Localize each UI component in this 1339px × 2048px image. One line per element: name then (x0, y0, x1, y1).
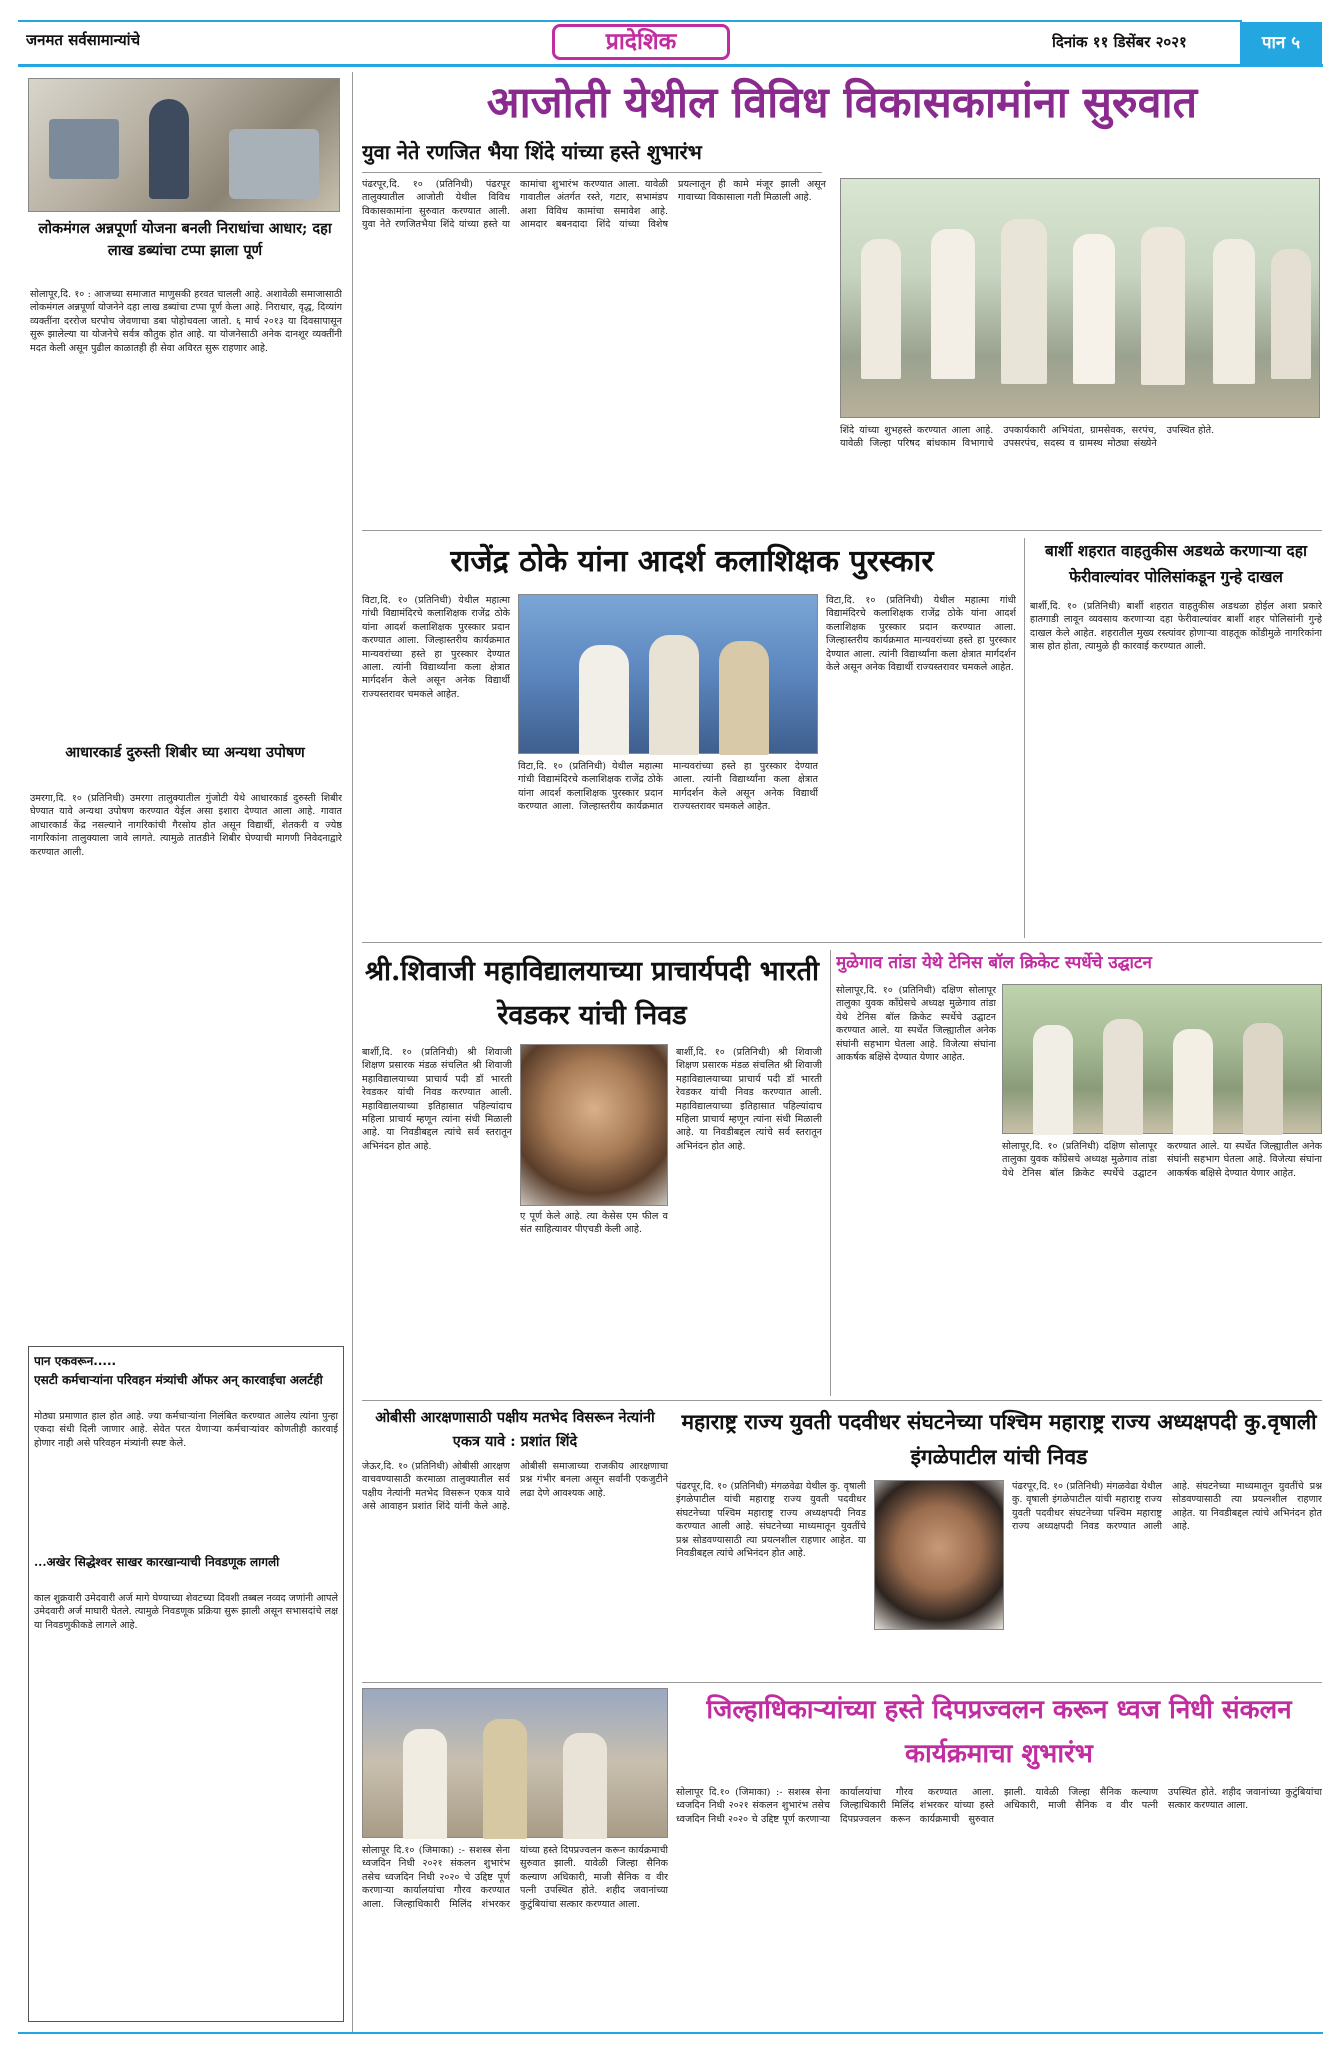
vrushali-body: पंढरपूर,दि. १० (प्रतिनिधी) मंगळवेढा येथील कु. वृषाली इंगळेपाटील यांची महाराष्ट्र राज्य युवती पदवीधर संघटनेच्या पश्चिम महाराष्ट्र राज्य अध्यक्षपदी निवड करण्यात आली आहे. संघटनेच्या माध्यमातून युवतींचे प्रश्न सोडवण्यासाठी त्या प्रयत्नशील राहणार आहेत. या निवडीबद्दल त्यांचे अभिनंदन होत आहे. (676, 1481, 866, 1560)
aadhar-headline: आधारकार्ड दुरुस्ती शिबीर घ्या अन्यथा उपोषण (65, 744, 305, 761)
annapurna-body: सोलापूर,दि. १० : आजच्या समाजात माणुसकी हरवत चालली आहे. अशावेळी समाजासाठी लोकमंगल अन्नपूर्णा योजनेने दहा लाख डब्यांचा टप्पा पूर्ण केला आहे. निराधार, वृद्ध, दिव्यांग व्यक्तींना दररोज घरपोच जेवणाचा डबा पोहोचवला जातो. ६ मार्च २०१३ या दिवसापासून सुरू झालेल्या या योजनेचे सर्वत्र कौतुक होत आहे. या योजनेसाठी अनेक दानशूर व्यक्तींनी मदत केली असून पुढील काळातही ही सेवा अविरत सुरू राहणार आहे. (30, 289, 342, 354)
lead-photo-caption: शिंदे यांच्या शुभहस्ते करण्यात आला आहे. यावेळी जिल्हा परिषद बांधकाम विभागाचे उपकार्यकारी अभियंता, ग्रामसेवक, सरपंच, उपसरपंच, सदस्य व ग्रामस्थ मोठ्या संख्येने उपस्थित होते. (840, 425, 1215, 450)
barshi-divider (1024, 538, 1025, 938)
thoke-body: विटा,दि. १० (प्रतिनिधी) येथील महात्मा गांधी विद्यामंदिरचे कलाशिक्षक राजेंद्र ठोके यांना आदर्श कलाशिक्षक पुरस्कार प्रदान करण्यात आला. जिल्हास्तरीय कार्यक्रमात मान्यवरांच्या हस्ते हा पुरस्कार देण्यात आला. त्यांनी विद्यार्थ्यांना कला क्षेत्रात मार्गदर्शन केले असून अनेक विद्यार्थी राज्यस्तरावर चमकले आहेत. (362, 595, 510, 700)
header-top-rule (18, 20, 1242, 22)
revadkar-photo (520, 1044, 668, 1206)
page-number: पान ५ (1240, 22, 1322, 64)
lead-photo (840, 178, 1320, 418)
barshi-headline: बार्शी शहरात वाहतुकीस अडथळे करणाऱ्या दहा फेरीवाल्यांवर पोलिसांकडून गुन्हे दाखल (1044, 541, 1307, 586)
thoke-body-2: विटा,दि. १० (प्रतिनिधी) येथील महात्मा गांधी विद्यामंदिरचे कलाशिक्षक राजेंद्र ठोके यांना आदर्श कलाशिक्षक पुरस्कार प्रदान करण्यात आला. जिल्हास्तरीय कार्यक्रमात मान्यवरांच्या हस्ते हा पुरस्कार देण्यात आला. त्यांनी विद्यार्थ्यांना कला क्षेत्रात मार्गदर्शन केले असून अनेक विद्यार्थी राज्यस्तरावर चमकले आहेत. (518, 761, 818, 813)
vrushali-headline: महाराष्ट्र राज्य युवती पदवीधर संघटनेच्या पश्चिम महाराष्ट्र राज्य अध्यक्षपदी कु.वृषाली इंगळेपाटील यांची निवड (681, 1409, 1317, 1469)
obc-body: जेऊर,दि. १० (प्रतिनिधी) ओबीसी आरक्षण वाचवण्यासाठी करमाळा तालुक्यातील सर्व पक्षीय नेत्यांनी मतभेद विसरून एकत्र यावे असे आवाहन प्रशांत शिंदे यांनी केले आहे. ओबीसी समाजाच्या राजकीय आरक्षणाचा प्रश्न गंभीर बनला असून सर्वांनी एकजुटीने लढा देणे आवश्यक आहे. (362, 1461, 668, 1513)
thoke-body-3: विटा,दि. १० (प्रतिनिधी) येथील महात्मा गांधी विद्यामंदिरचे कलाशिक्षक राजेंद्र ठोके यांना आदर्श कलाशिक्षक पुरस्कार प्रदान करण्यात आला. जिल्हास्तरीय कार्यक्रमात मान्यवरांच्या हस्ते हा पुरस्कार देण्यात आला. त्यांनी विद्यार्थ्यांना कला क्षेत्रात मार्गदर्शन केले असून अनेक विद्यार्थी राज्यस्तरावर चमकले आहेत. (826, 595, 1016, 674)
column-divider (352, 72, 353, 2032)
shivaji-body-2: बार्शी,दि. १० (प्रतिनिधी) श्री शिवाजी शिक्षण प्रसारक मंडळ संचलित श्री शिवाजी महाविद्यालयाच्या प्राचार्य पदी डॉ भारती रेवडकर यांची निवड करण्यात आली. महाविद्यालयाच्या इतिहासात पहिल्यांदाच महिला प्राचार्य म्हणून त्यांना संधी मिळाली आहे. या निवडीबद्दल त्यांचे सर्व स्तरातून अभिनंदन होत आहे. (676, 1047, 822, 1152)
barshi-body: बार्शी,दि. १० (प्रतिनिधी) बार्शी शहरात वाहतुकीस अडथळा होईल अशा प्रकारे हातगाडी लावून व्यवसाय करणाऱ्या दहा फेरीवाल्यांवर बार्शी शहर पोलिसांनी गुन्हे दाखल केले आहेत. शहरातील मुख्य रस्त्यांवर होणाऱ्या वाहतूक कोंडीमुळे नागरिकांना त्रास होत होता, त्यामुळे ही कारवाई करण्यात आली. (1030, 601, 1322, 653)
mid-rule-1 (362, 942, 1322, 943)
thoke-photo (518, 594, 818, 754)
st-headline: एसटी कर्मचाऱ्यांना परिवहन मंत्र्यांची ऑफर अन् कारवाईचा अलर्टही (34, 1373, 323, 1387)
collector-photo (362, 1688, 668, 1838)
collector-body-2: सोलापूर दि.१० (जिमाका) :- सशस्त्र सेना ध्वजदिन निधी २०२१ संकलन शुभारंभ तसेच ध्वजदिन निधी २०२० चे उद्दिष्ट पूर्ण करणाऱ्या कार्यालयांचा गौरव करण्यात आला. जिल्हाधिकारी मिलिंद शंभरकर यांच्या हस्ते दिपप्रज्वलन करून कार्यक्रमाची सुरुवात झाली. यावेळी जिल्हा सैनिक कल्याण अधिकारी, माजी सैनिक व वीर पत्नी उपस्थित होते. शहीद जवानांच्या कुटुंबियांचा सत्कार करण्यात आला. (676, 1787, 1322, 1825)
thoke-headline: राजेंद्र ठोके यांना आदर्श कलाशिक्षक पुरस्कार (450, 544, 934, 579)
lead-body: पंढरपूर,दि. १० (प्रतिनिधी) पंढरपूर तालुक्यातील आजोती येथील विविध विकासकामांना सुरुवात करण्यात आली. युवा नेते रणजितभैया शिंदे यांच्या हस्ते या कामांचा शुभारंभ करण्यात आला. यावेळी गावातील अंतर्गत रस्ते, गटार, सभामंडप अशा विविध कामांचा समावेश आहे. आमदार बबनदादा शिंदे यांच्या विशेष प्रयत्नातून ही कामे मंजूर झाली असून गावाच्या विकासाला गती मिळाली आहे. (362, 179, 826, 231)
lead-subhead: युवा नेते रणजित भैया शिंदे यांच्या हस्ते शुभारंभ (362, 140, 702, 164)
tanda-headline: मुळेगाव तांडा येथे टेनिस बॉल क्रिकेट स्पर्धेचे उद्घाटन (836, 953, 1152, 973)
section-tag: प्रादेशिक (552, 24, 730, 60)
collector-body: सोलापूर दि.१० (जिमाका) :- सशस्त्र सेना ध्वजदिन निधी २०२१ संकलन शुभारंभ तसेच ध्वजदिन निधी २०२० चे उद्दिष्ट पूर्ण करणाऱ्या कार्यालयांचा गौरव करण्यात आला. जिल्हाधिकारी मिलिंद शंभरकर यांच्या हस्ते दिपप्रज्वलन करून कार्यक्रमाची सुरुवात झाली. यावेळी जिल्हा सैनिक कल्याण अधिकारी, माजी सैनिक व वीर पत्नी उपस्थित होते. शहीद जवानांच्या कुटुंबियांचा सत्कार करण्यात आला. (362, 1845, 668, 1910)
lead-headline: आजोती येथील विविध विकासकामांना सुरुवात (486, 78, 1198, 128)
header-rule (18, 64, 1323, 67)
sugar-factory-headline: ...अखेर सिद्धेश्वर साखर कारखान्याची निवडणूक लागली (34, 1555, 280, 1569)
issue-date: दिनांक ११ डिसेंबर २०२१ (1052, 33, 1187, 51)
tanda-divider (830, 950, 831, 1396)
shivaji-headline: श्री.शिवाजी महाविद्यालयाच्या प्राचार्यपदी भारती रेवडकर यांची निवड (364, 956, 820, 1031)
sugar-factory-body: काल शुक्रवारी उमेदवारी अर्ज मागे घेण्याच्या शेवटच्या दिवशी तब्बल नव्वद जणांनी आपले उमेदवारी अर्ज माघारी घेतले. त्यामुळे निवडणूक प्रक्रिया सुरू झाली असून सभासदांचे लक्ष या निवडणुकीकडे लागले आहे. (34, 1593, 338, 1631)
mid-rule-2 (362, 1400, 1322, 1401)
footer-rule (18, 2032, 1323, 2034)
aadhar-body: उमरगा,दि. १० (प्रतिनिधी) उमरगा तालुक्यातील गुंजोटी येथे आधारकार्ड दुरुस्ती शिबीर घेण्यात यावे अन्यथा उपोषण करण्यात येईल असा इशारा देण्यात आला आहे. गावात आधारकार्ड केंद्र नसल्याने नागरिकांची गैरसोय होत असून विद्यार्थी, शेतकरी व ज्येष्ठ नागरिकांना तालुक्याला जावे लागते. त्यामुळे तातडीने शिबीर घेण्याची मागणी निवेदनाद्वारे करण्यात आली. (30, 793, 342, 858)
tanda-body: सोलापूर,दि. १० (प्रतिनिधी) दक्षिण सोलापूर तालुका युवक काँग्रेसचे अध्यक्ष मुळेगाव तांडा येथे टेनिस बॉल क्रिकेट स्पर्धेचे उद्घाटन करण्यात आले. या स्पर्धेत जिल्ह्यातील अनेक संघांनी सहभाग घेतला आहे. विजेत्या संघांना आकर्षक बक्षिसे देण्यात येणार आहेत. (836, 985, 996, 1064)
lead-bottom-rule (362, 530, 1322, 531)
mid-rule-3 (362, 1682, 1322, 1683)
collector-headline: जिल्हाधिकाऱ्यांच्या हस्ते दिपप्रज्वलन करून ध्वज निधी संकलन कार्यक्रमाचा शुभारंभ (706, 1695, 1292, 1769)
obc-headline: ओबीसी आरक्षणासाठी पक्षीय मतभेद विसरून नेत्यांनी एकत्र यावे : प्रशांत शिंदे (375, 1409, 655, 1450)
lead-subhead-rule (362, 172, 822, 173)
tanda-body-2: सोलापूर,दि. १० (प्रतिनिधी) दक्षिण सोलापूर तालुका युवक काँग्रेसचे अध्यक्ष मुळेगाव तांडा येथे टेनिस बॉल क्रिकेट स्पर्धेचे उद्घाटन करण्यात आले. या स्पर्धेत जिल्ह्यातील अनेक संघांनी सहभाग घेतला आहे. विजेत्या संघांना आकर्षक बक्षिसे देण्यात येणार आहेत. (1002, 1141, 1322, 1179)
annapurna-photo (28, 78, 340, 212)
st-body: मोठ्या प्रमाणात हाल होत आहे. ज्या कर्मचाऱ्यांना निलंबित करण्यात आलेय त्यांना पुन्हा एकदा संधी दिली जाणार आहे. सेवेत परत येणाऱ्या कर्मचाऱ्यांवर कोणतीही कारवाई होणार नाही असे परिवहन मंत्र्यांनी स्पष्ट केले. (34, 1411, 338, 1449)
masthead (0, 0, 1339, 62)
annapurna-headline: लोकमंगल अन्नपूर्णा योजना बनली निराधांचा आधार; दहा लाख डब्यांचा टप्पा झाला पूर्ण (38, 220, 332, 259)
paper-name: जनमत सर्वसामान्यांचे (26, 31, 141, 49)
shivaji-body: बार्शी,दि. १० (प्रतिनिधी) श्री शिवाजी शिक्षण प्रसारक मंडळ संचलित श्री शिवाजी महाविद्यालयाच्या प्राचार्य पदी डॉ भारती रेवडकर यांची निवड करण्यात आली. महाविद्यालयाच्या इतिहासात पहिल्यांदाच महिला प्राचार्य म्हणून त्यांना संधी मिळाली आहे. या निवडीबद्दल त्यांचे सर्व स्तरातून अभिनंदन होत आहे. (362, 1047, 512, 1152)
revadkar-caption: ए पूर्ण केले आहे. त्या केसेस एम फील व संत साहित्यावर पीएचडी केली आहे. (520, 1211, 668, 1236)
continued-heading: पान एकवरून..... (34, 1354, 117, 1368)
vrushali-body-2: पंढरपूर,दि. १० (प्रतिनिधी) मंगळवेढा येथील कु. वृषाली इंगळेपाटील यांची महाराष्ट्र राज्य युवती पदवीधर संघटनेच्या पश्चिम महाराष्ट्र राज्य अध्यक्षपदी निवड करण्यात आली आहे. संघटनेच्या माध्यमातून युवतींचे प्रश्न सोडवण्यासाठी त्या प्रयत्नशील राहणार आहेत. या निवडीबद्दल त्यांचे अभिनंदन होत आहे. (1012, 1481, 1322, 1533)
vrushali-photo (874, 1480, 1004, 1630)
tanda-photo (1002, 984, 1322, 1134)
